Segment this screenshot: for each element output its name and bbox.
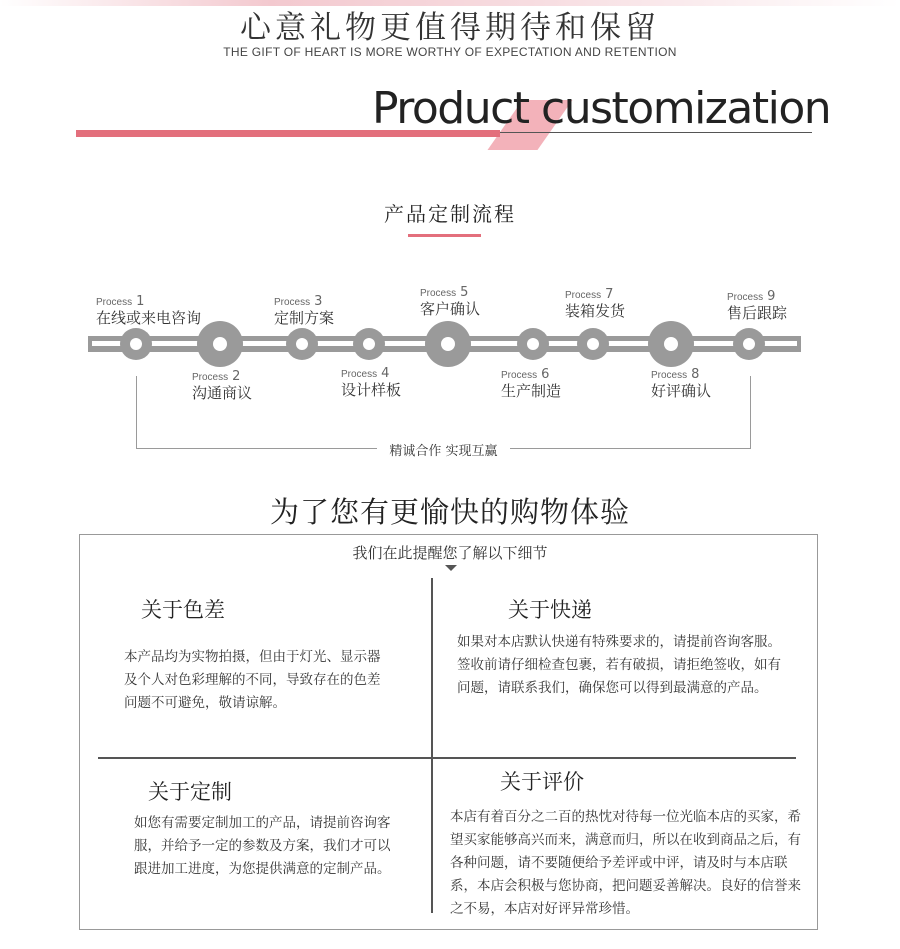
process-step-9: Process 9 售后跟踪 (727, 289, 788, 322)
header-title: 心意礼物更值得期待和保留 (240, 10, 660, 46)
process-step-label: 客户确认 (420, 300, 481, 318)
process-node-2 (197, 321, 243, 367)
section-title-shipping: 关于快递 (508, 598, 592, 622)
process-step-label: 售后跟踪 (727, 304, 788, 322)
experience-title: 为了您有更愉快的购物体验 (269, 495, 630, 529)
process-node-5 (425, 321, 471, 367)
section-body-shipping: 如果对本店默认快递有特殊要求的，请提前咨询客服。签收前请仔细检查包裹，若有破损，请拒绝签收，如有问题，请联系我们，确保您可以得到最满意的产品。 (457, 634, 781, 696)
bracket-left (136, 376, 137, 448)
bracket-caption: 精诚合作 实现互赢 (389, 444, 498, 459)
bracket-bottom-left (136, 448, 377, 449)
header-subtitle: THE GIFT OF HEART IS MORE WORTHY OF EXPECTATION AND RETENTION (223, 45, 677, 59)
process-node-1 (120, 328, 152, 360)
process-step-6: Process 6 生产制造 (501, 367, 562, 400)
process-step-8: Process 8 好评确认 (651, 367, 712, 400)
notice-subtitle: 我们在此提醒您了解以下细节 (352, 544, 548, 562)
section-body-custom: 如您有需要定制加工的产品，请提前咨询客服，并给予一定的参数及方案，我们才可以跟进加工进度，为您提供满意的定制产品。 (134, 815, 391, 877)
process-step-label: 沟通商议 (192, 384, 253, 402)
process-step-label: 生产制造 (501, 382, 562, 400)
section-title-review: 关于评价 (500, 770, 584, 794)
process-step-1: Process 1 在线或来电咨询 (96, 294, 202, 327)
process-step-2: Process 2 沟通商议 (192, 369, 253, 402)
process-node-6 (517, 328, 549, 360)
process-step-7: Process 7 装箱发货 (565, 287, 626, 320)
process-step-4: Process 4 设计样板 (341, 366, 402, 399)
process-step-label: 装箱发货 (565, 302, 626, 320)
section-body-color: 本产品均为实物拍摄，但由于灯光、显示器及个人对色彩理解的不同，导致存在的色差问题不可避免，敬请谅解。 (124, 649, 381, 711)
process-title: 产品定制流程 (384, 202, 516, 226)
bracket-right (750, 376, 751, 448)
process-title-underline (408, 234, 481, 237)
section-title-color: 关于色差 (141, 598, 225, 622)
banner-title: Product customization (372, 83, 831, 134)
section-body-review: 本店有着百分之二百的热忱对待每一位光临本店的买家，希望买家能够高兴而来，满意而归，所以在收到商品之后，有各种问题，请不要随便给予差评或中评，请及时与本店联系，本店会积极与您协商，把问题妥善解决。良好的信誉来之不易，本店对好评异常珍惜。 (450, 809, 801, 917)
process-step-label: 定制方案 (274, 309, 335, 327)
bracket-bottom-right (510, 448, 751, 449)
process-step-label: 设计样板 (341, 381, 402, 399)
process-node-4 (353, 328, 385, 360)
section-title-custom: 关于定制 (148, 780, 232, 804)
process-step-3: Process 3 定制方案 (274, 294, 335, 327)
process-node-8 (648, 321, 694, 367)
process-step-5: Process 5 客户确认 (420, 285, 481, 318)
caret-down-icon (445, 565, 457, 571)
process-step-label: 好评确认 (651, 382, 712, 400)
process-node-3 (286, 328, 318, 360)
notice-divider-vertical (431, 578, 433, 913)
notice-divider-horizontal (98, 757, 796, 759)
process-node-9 (733, 328, 765, 360)
process-step-label: 在线或来电咨询 (96, 309, 202, 327)
process-node-7 (577, 328, 609, 360)
